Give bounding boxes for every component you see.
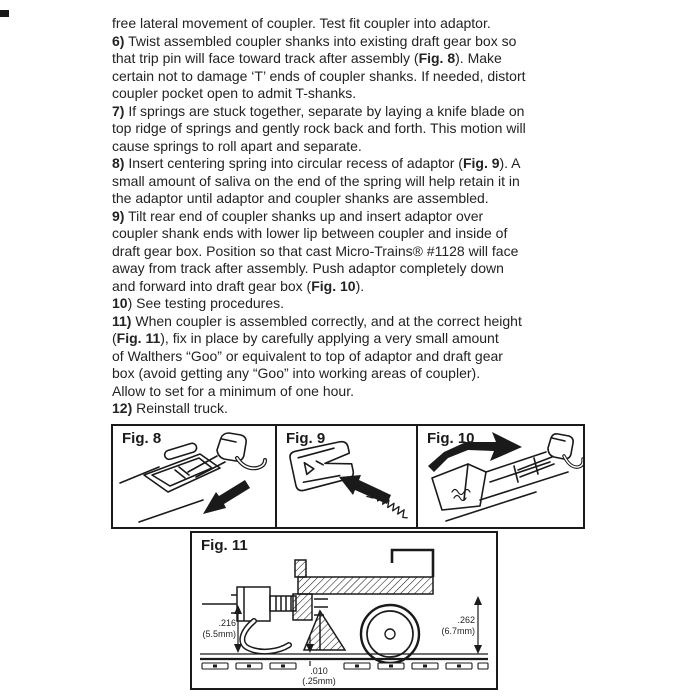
- fig11-coupler-shank: [270, 596, 296, 611]
- figure-9-panel: [275, 424, 418, 529]
- text-line: 8) Insert centering spring into circular recess of adaptor (Fig. 9). A: [112, 155, 521, 171]
- text-line: 11) When coupler is assembled correctly, and at the correct height: [112, 312, 522, 329]
- text-line: cause springs to roll apart and separate.: [112, 137, 362, 154]
- dim-trip-pin-mm: (5.5mm): [202, 629, 236, 639]
- text-line: 7) If springs are stuck together, separate by laying a knife blade on: [112, 102, 525, 119]
- fig11-underframe-hatched-bar: [298, 577, 433, 594]
- fig11-track-ties: [202, 663, 488, 669]
- text-line: coupler shank ends with lower lip between coupler and inside of: [112, 225, 508, 241]
- fig11-car-body-bracket: [392, 550, 433, 577]
- fig8-direction-arrow: [203, 480, 250, 514]
- text-line: of Walthers “Goo” or equivalent to top of adaptor and draft gear: [112, 347, 503, 364]
- text-line: that trip pin will face toward track after assembly (Fig. 8). Make: [112, 50, 502, 66]
- instruction-text: [112, 15, 600, 418]
- text-line: and forward into draft gear box (Fig. 10).: [112, 277, 365, 294]
- figure-10-label: Fig. 10: [427, 430, 475, 447]
- figure-row: [111, 424, 585, 529]
- dim-clearance-inches: .010: [310, 666, 328, 676]
- scan-artifact: [0, 10, 9, 17]
- text-line: small amount of saliva on the end of the spring will help retain it in: [112, 172, 520, 189]
- text-line: 12) Reinstall truck.: [112, 400, 228, 416]
- text-line: 9) Tilt rear end of coupler shanks up and insert adaptor over: [112, 207, 484, 224]
- text-line: free lateral movement of coupler. Test fit coupler into adaptor.: [112, 15, 491, 31]
- text-line: coupler pocket open to admit T-shanks.: [112, 85, 357, 101]
- text-line: Allow to set for a minimum of one hour.: [112, 382, 354, 399]
- fig11-dim-trip-pin-height: [203, 605, 243, 653]
- dim-trip-pin-inches: .216: [218, 618, 236, 628]
- figure-10-panel: [416, 424, 585, 529]
- text-line: 6) Twist assembled coupler shanks into existing draft gear box so: [112, 32, 517, 49]
- text-line: away from track after assembly. Push adaptor completely down: [112, 260, 504, 276]
- dim-clearance-mm: (.25mm): [302, 676, 336, 686]
- dim-coupler-height-mm: (6.7mm): [441, 626, 475, 636]
- figure-8-label: Fig. 8: [122, 430, 162, 447]
- text-line: box (avoid getting any “Goo” into working areas of coupler).: [112, 365, 481, 381]
- figure-8-panel: [111, 424, 277, 529]
- text-line: 10) See testing procedures.: [112, 295, 284, 311]
- figure-11-panel: [190, 531, 498, 690]
- figure-9-label: Fig. 9: [286, 430, 326, 447]
- fig11-coupler-head: [237, 587, 270, 621]
- text-line: top ridge of springs and gently rock back and forth. This motion will: [112, 120, 526, 136]
- text-line: draft gear box. Position so that cast Micro-Trains® #1128 will face: [112, 242, 519, 259]
- text-line: (Fig. 11), fix in place by carefully applying a very small amount: [112, 330, 499, 346]
- dim-coupler-height-inches: .262: [457, 615, 475, 625]
- text-line: certain not to damage ‘T’ ends of coupler shanks. If needed, distort: [112, 67, 526, 84]
- fig11-coupler-height-diagram: [192, 533, 496, 688]
- fig11-tie-spikes: [213, 665, 461, 668]
- figure-11-label: Fig. 11: [201, 537, 248, 554]
- fig9-direction-arrow: [339, 475, 391, 504]
- text-line: the adaptor until adaptor and coupler shanks are assembled.: [112, 190, 489, 206]
- fig11-dim-coupler-height: [442, 596, 483, 654]
